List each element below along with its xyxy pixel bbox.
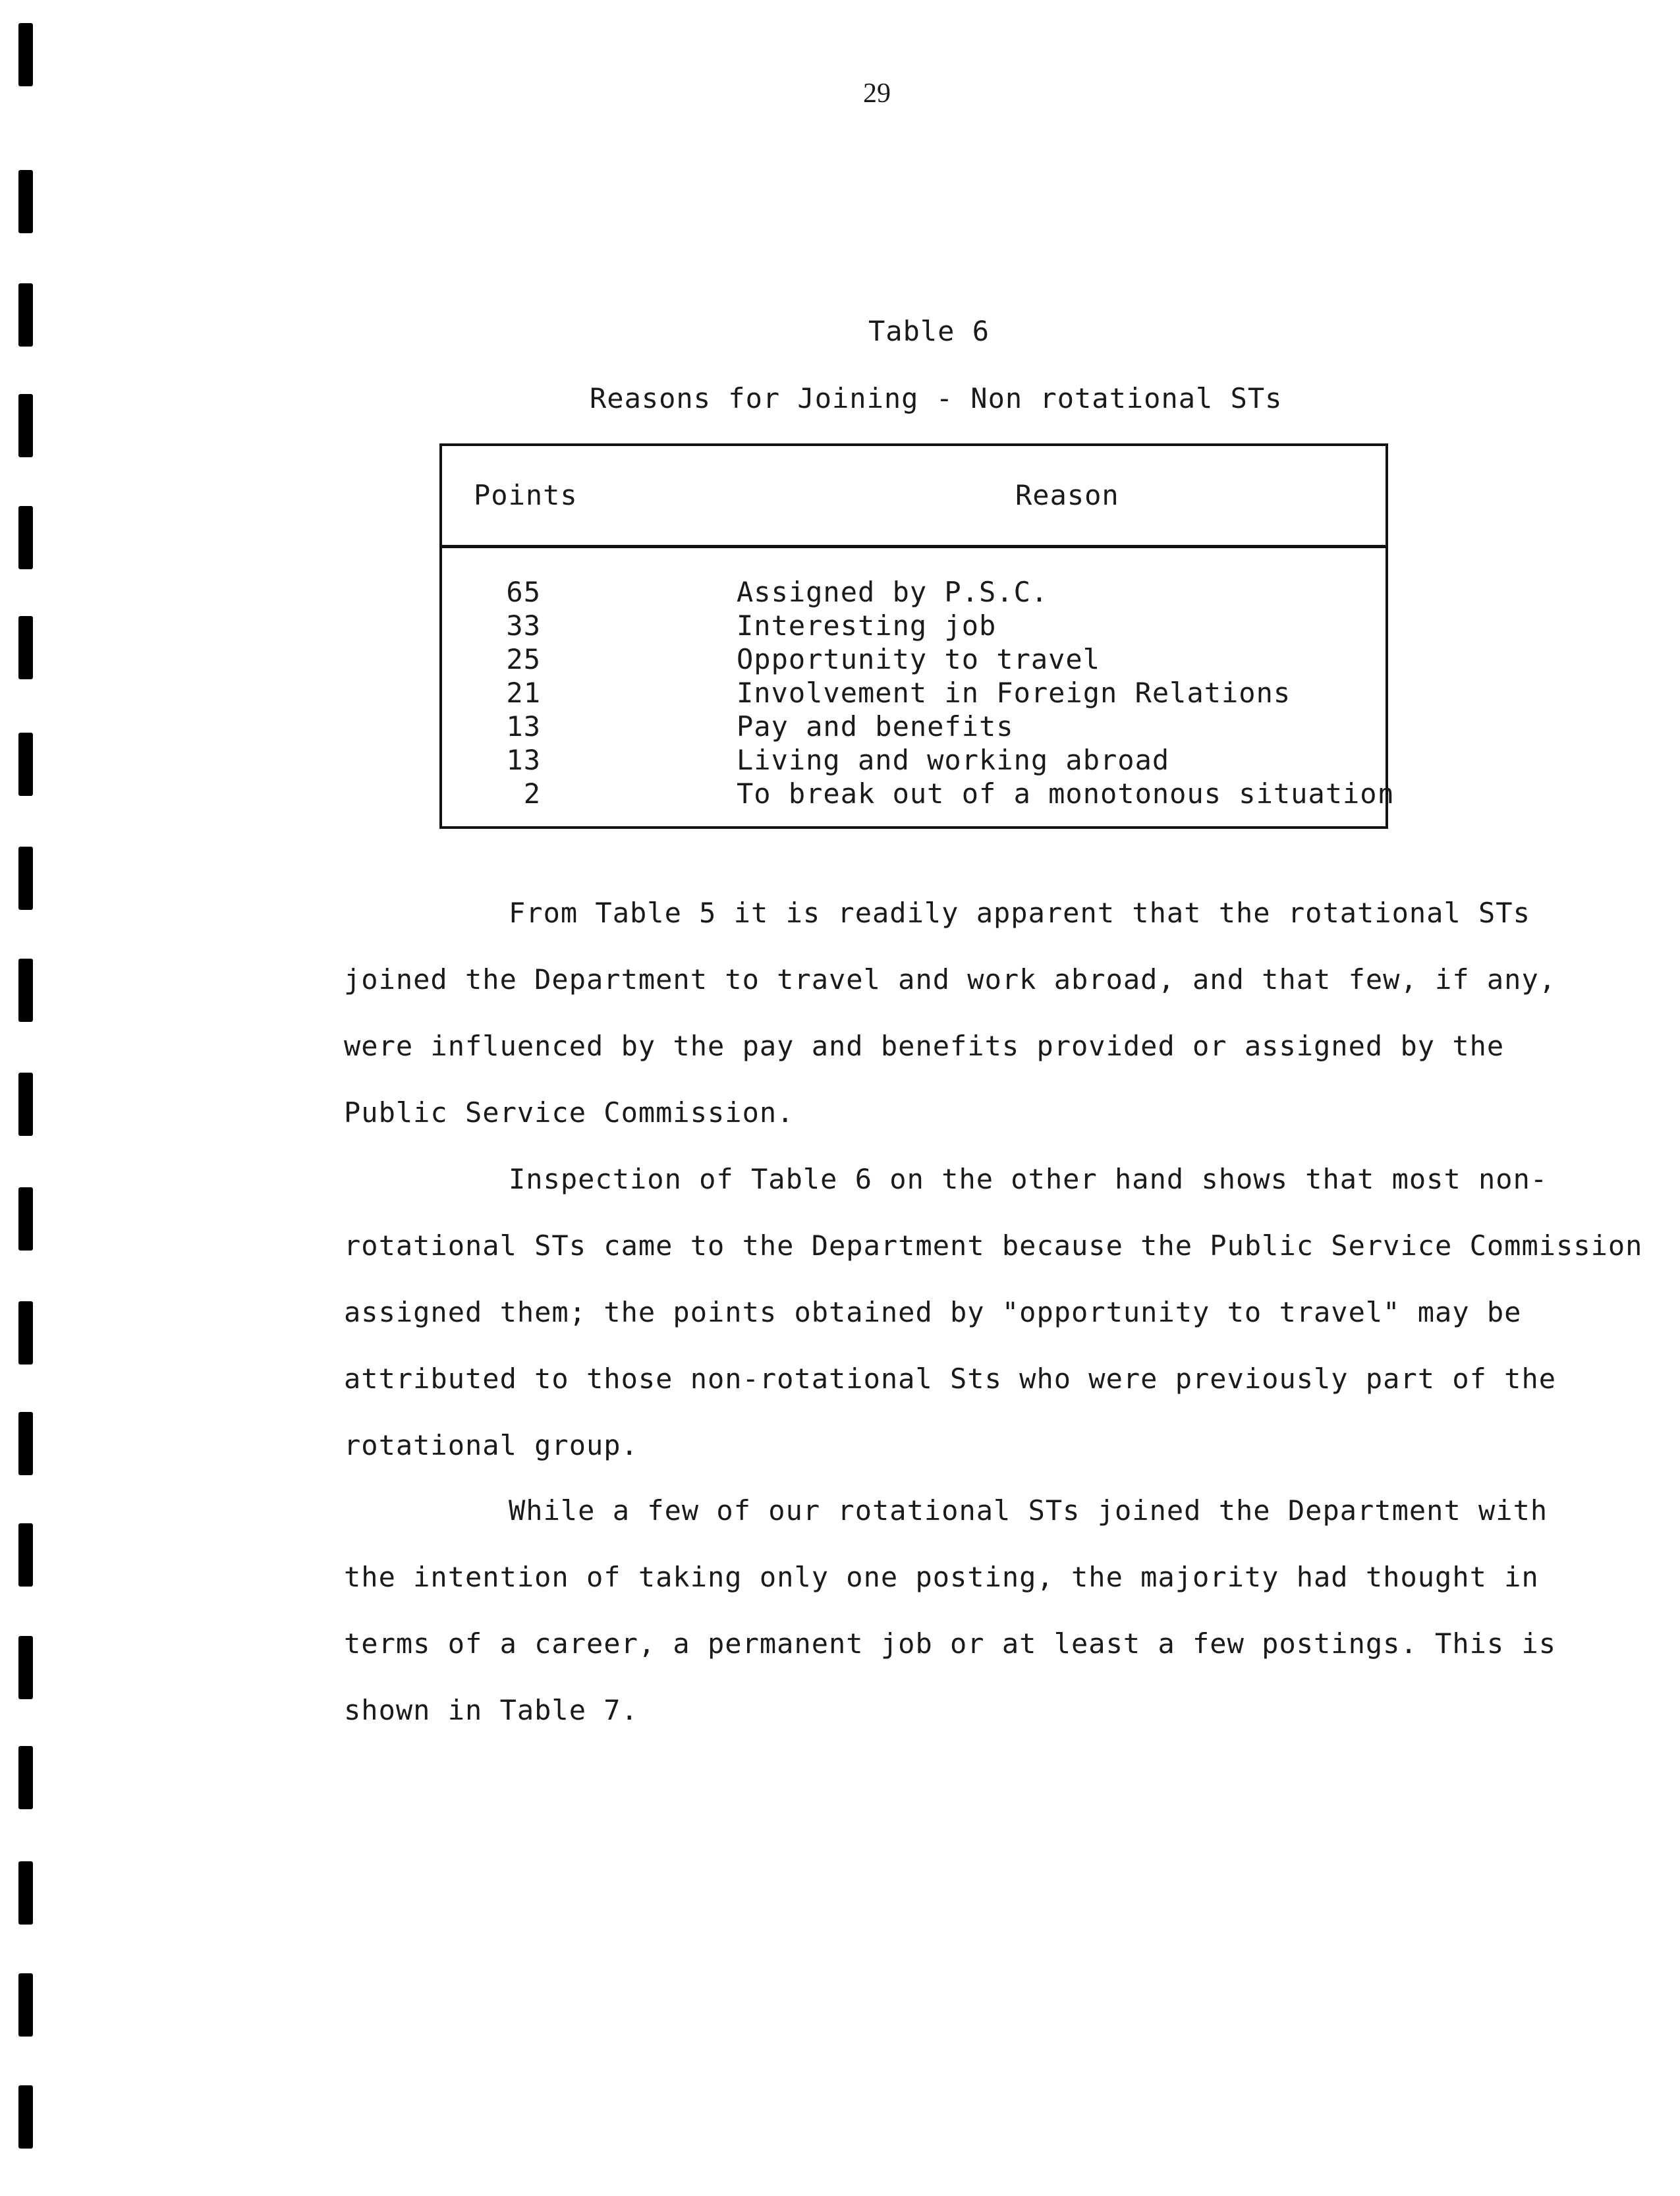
punch-mark — [18, 1187, 33, 1251]
page-number: 29 — [863, 78, 891, 109]
table-body — [442, 576, 1395, 811]
punch-mark — [18, 616, 33, 679]
paragraph-2 — [344, 1146, 1643, 1478]
punch-mark — [18, 394, 33, 457]
punch-mark — [18, 847, 33, 910]
paragraph-line: terms of a career, a permanent job or at least a few postings. This is — [344, 1627, 1557, 1660]
paragraph-line: While a few of our rotational STs joined the Department with — [509, 1494, 1548, 1527]
paragraph-line: shown in Table 7. — [344, 1694, 638, 1726]
paragraph-line: Inspection of Table 6 on the other hand shows that most non- — [509, 1163, 1548, 1195]
paragraph-line: attributed to those non-rotational Sts who were previously part of the — [344, 1363, 1557, 1395]
row-reason: Opportunity to travel — [737, 643, 1101, 675]
reasons-table — [439, 443, 1395, 829]
row-points: 65 — [506, 576, 541, 608]
paragraph-line: rotational STs came to the Department because the Public Service Commission — [344, 1229, 1643, 1262]
paragraph-line: From Table 5 it is readily apparent that the rotational STs — [509, 897, 1530, 929]
table-row — [442, 643, 1386, 677]
row-reason: To break out of a monotonous situation — [737, 777, 1395, 810]
paragraph-line: the intention of taking only one posting, the majority had thought in — [344, 1561, 1539, 1593]
table-row — [442, 677, 1386, 710]
row-reason: Living and working abroad — [737, 744, 1170, 776]
punch-mark — [18, 1636, 33, 1699]
paragraph-line: assigned them; the points obtained by "opportunity to travel" may be — [344, 1296, 1522, 1328]
punch-mark — [18, 959, 33, 1022]
row-points: 21 — [506, 677, 541, 709]
punch-mark — [18, 1073, 33, 1136]
row-reason: Pay and benefits — [737, 710, 1014, 743]
punch-mark — [18, 1861, 33, 1925]
table-row — [442, 744, 1386, 777]
punch-mark — [18, 23, 33, 86]
row-reason: Interesting job — [737, 609, 997, 642]
paragraph-3 — [344, 1477, 1596, 1743]
punch-mark — [18, 1412, 33, 1475]
punch-mark — [18, 506, 33, 569]
table-row — [442, 710, 1386, 744]
punch-mark — [18, 1523, 33, 1587]
paragraph-line: joined the Department to travel and work abroad, and that few, if any, — [344, 963, 1557, 996]
punch-mark — [18, 1973, 33, 2037]
punch-mark — [18, 1746, 33, 1809]
paragraph-line: rotational group. — [344, 1429, 638, 1461]
table-row — [442, 609, 1386, 643]
table-title: Table 6 — [868, 315, 990, 347]
punch-mark — [18, 283, 33, 347]
row-reason: Assigned by P.S.C. — [737, 576, 1049, 608]
header-divider — [442, 545, 1386, 548]
punch-mark — [18, 2085, 33, 2149]
punch-mark — [18, 170, 33, 233]
paragraph-line: were influenced by the pay and benefits provided or assigned by the — [344, 1030, 1505, 1062]
row-points: 25 — [506, 643, 541, 675]
row-points: 2 — [523, 777, 541, 810]
column-header-reason: Reason — [1015, 479, 1119, 511]
paragraph-1 — [344, 880, 1596, 1146]
row-points: 33 — [506, 609, 541, 642]
column-header-points: Points — [474, 479, 578, 511]
paragraph-line: Public Service Commission. — [344, 1096, 795, 1129]
row-reason: Involvement in Foreign Relations — [737, 677, 1291, 709]
table-row — [442, 576, 1386, 609]
punch-mark — [18, 1301, 33, 1365]
table-row — [442, 777, 1395, 811]
table-subtitle: Reasons for Joining - Non rotational STs — [590, 382, 1283, 414]
punch-mark — [18, 733, 33, 796]
row-points: 13 — [506, 710, 541, 743]
row-points: 13 — [506, 744, 541, 776]
